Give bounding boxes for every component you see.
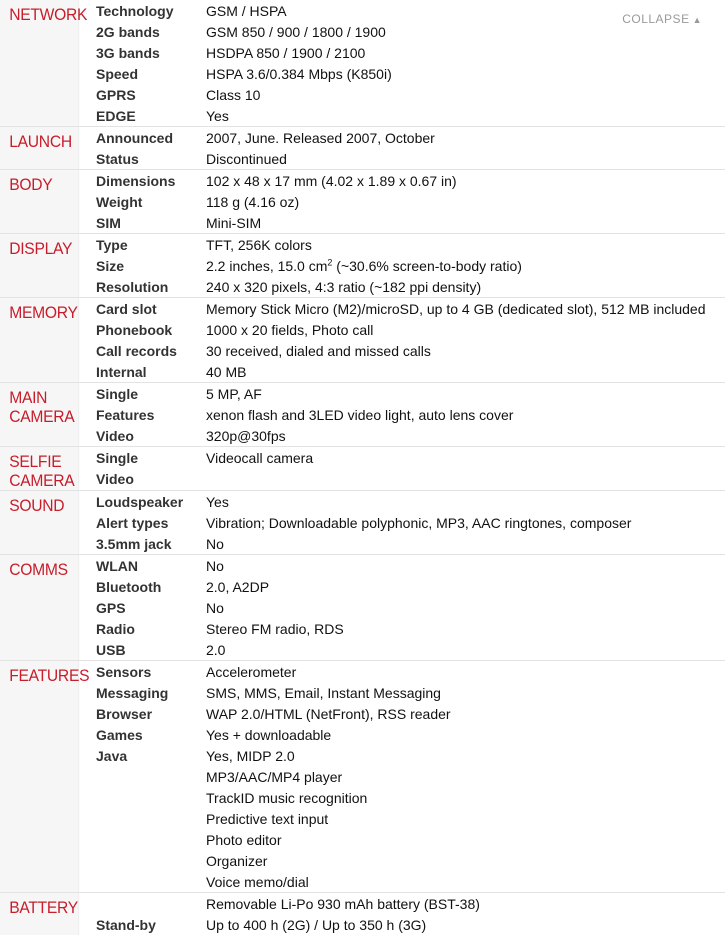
spec-section — [0, 446, 725, 490]
spec-label[interactable]: 3G bands — [96, 44, 160, 61]
spec-value-text: MP3/AAC/MP4 player — [206, 768, 343, 785]
section-rows — [86, 893, 725, 935]
spec-section — [0, 169, 725, 233]
spec-value — [206, 917, 725, 933]
spec-label[interactable]: Alert types — [96, 514, 169, 531]
spec-value — [206, 301, 725, 317]
spec-value-text: 40 MB — [206, 363, 247, 380]
spec-value-text: 2.0 — [206, 641, 226, 658]
spec-label[interactable]: Dimensions — [96, 172, 176, 189]
section-rows — [86, 447, 725, 490]
section-rows — [86, 298, 725, 382]
spec-value — [206, 87, 725, 103]
section-title-line: MEMORY — [9, 303, 78, 322]
spec-value-text: 2007, June. Released 2007, October — [206, 129, 435, 146]
section-title[interactable] — [0, 0, 88, 126]
spec-row — [86, 127, 725, 148]
spec-row — [86, 850, 725, 871]
spec-label[interactable]: USB — [96, 641, 126, 658]
spec-label[interactable]: Speed — [96, 65, 139, 82]
collapse-button[interactable] — [622, 12, 702, 26]
spec-row — [86, 597, 725, 618]
spec-label[interactable]: Messaging — [96, 684, 169, 701]
spec-value-text: WAP 2.0/HTML (NetFront), RSS reader — [206, 705, 451, 722]
spec-label[interactable]: Single — [96, 385, 139, 402]
spec-label[interactable]: Phonebook — [96, 321, 173, 338]
spec-value — [206, 322, 725, 338]
spec-value — [206, 66, 725, 82]
section-title-line: DISPLAY — [9, 239, 73, 258]
spec-value-text: Mini-SIM — [206, 214, 262, 231]
spec-value-text: No — [206, 599, 224, 616]
spec-value-text: 118 g (4.16 oz) — [206, 193, 300, 210]
section-title[interactable] — [0, 234, 79, 297]
section-title[interactable] — [0, 893, 79, 935]
spec-label[interactable]: Video — [96, 427, 134, 444]
spec-value-text: Class 10 — [206, 86, 261, 103]
spec-label[interactable]: Internal — [96, 363, 147, 380]
spec-value-text: Vibration; Downloadable polyphonic, MP3, AAC ringtones, composer — [206, 514, 632, 531]
spec-label[interactable]: Resolution — [96, 278, 169, 295]
spec-row — [86, 361, 725, 382]
spec-value — [206, 237, 725, 253]
spec-row — [86, 63, 725, 84]
spec-label[interactable]: GPRS — [96, 86, 136, 103]
spec-label[interactable]: Weight — [96, 193, 143, 210]
spec-row — [86, 276, 725, 297]
spec-value-text: Voice memo/dial — [206, 873, 309, 890]
spec-row — [86, 871, 725, 892]
spec-value-text: Yes — [206, 493, 229, 510]
spec-label[interactable]: Technology — [96, 2, 174, 19]
spec-section — [0, 554, 725, 660]
spec-label[interactable]: Sensors — [96, 663, 152, 680]
spec-value-text: 102 x 48 x 17 mm (4.02 x 1.89 x 0.67 in) — [206, 172, 457, 189]
spec-value-text: Yes + downloadable — [206, 726, 332, 743]
spec-label[interactable]: Features — [96, 406, 155, 423]
spec-value-text: Videocall camera — [206, 449, 314, 466]
spec-label[interactable]: SIM — [96, 214, 121, 231]
spec-value — [206, 832, 725, 848]
spec-label[interactable]: Games — [96, 726, 143, 743]
spec-section — [0, 126, 725, 169]
section-title-line: SOUND — [9, 496, 65, 515]
spec-value — [206, 664, 725, 680]
spec-value-text: No — [206, 557, 224, 574]
section-title[interactable] — [0, 661, 90, 892]
spec-row — [86, 255, 725, 276]
spec-row — [86, 724, 725, 745]
section-title-line: CAMERA — [9, 407, 75, 426]
spec-value-text: 240 x 320 pixels, 4:3 ratio (~182 ppi density) — [206, 278, 482, 295]
spec-row — [86, 661, 725, 682]
spec-row — [86, 787, 725, 808]
spec-row — [86, 533, 725, 554]
spec-value — [206, 407, 725, 423]
spec-value — [206, 621, 725, 637]
spec-value — [206, 108, 725, 124]
spec-label[interactable]: Radio — [96, 620, 135, 637]
spec-row — [86, 618, 725, 639]
spec-label[interactable]: Single — [96, 449, 139, 466]
spec-value-text: Removable Li-Po 930 mAh battery (BST-38) — [206, 895, 480, 912]
spec-value-text: 30 received, dialed and missed calls — [206, 342, 431, 359]
spec-value — [206, 790, 725, 806]
spec-value — [206, 494, 725, 510]
spec-row — [86, 745, 725, 766]
spec-row — [86, 105, 725, 126]
spec-value-text: 320p@30fps — [206, 427, 286, 444]
spec-section — [0, 297, 725, 382]
spec-label[interactable]: Call records — [96, 342, 177, 359]
spec-value — [206, 45, 725, 61]
section-title[interactable] — [0, 383, 79, 446]
section-title[interactable] — [0, 298, 79, 382]
spec-value-text: HSPA 3.6/0.384 Mbps (K850i) — [206, 65, 392, 82]
spec-label[interactable]: EDGE — [96, 107, 136, 124]
section-title-line: NETWORK — [9, 5, 88, 24]
spec-value-text: Yes — [206, 107, 229, 124]
section-title-line: COMMS — [9, 560, 68, 579]
section-title-line: LAUNCH — [9, 132, 72, 151]
spec-value — [206, 748, 725, 764]
spec-value-text: Stereo FM radio, RDS — [206, 620, 344, 637]
spec-label[interactable]: GPS — [96, 599, 126, 616]
spec-section — [0, 233, 725, 297]
spec-value — [206, 215, 725, 231]
spec-value-text: GSM 850 / 900 / 1800 / 1900 — [206, 23, 386, 40]
spec-row — [86, 829, 725, 850]
spec-row — [86, 639, 725, 660]
spec-value — [206, 706, 725, 722]
spec-value — [206, 536, 725, 552]
spec-value-text: Yes, MIDP 2.0 — [206, 747, 295, 764]
spec-row — [86, 576, 725, 597]
section-rows — [86, 661, 725, 892]
spec-label[interactable]: Java — [96, 747, 128, 764]
spec-row — [86, 682, 725, 703]
spec-value-text: TFT, 256K colors — [206, 236, 312, 253]
spec-row — [86, 319, 725, 340]
spec-value — [206, 558, 725, 574]
collapse-label: COLLAPSE — [622, 12, 690, 26]
spec-value — [206, 194, 725, 210]
section-title-line: CAMERA — [9, 471, 75, 490]
spec-row — [86, 212, 725, 233]
spec-value — [206, 515, 725, 531]
section-rows — [86, 555, 725, 660]
spec-value — [206, 685, 725, 701]
spec-section — [0, 0, 725, 126]
section-rows — [86, 170, 725, 233]
collapse-triangle-icon: ▲ — [692, 15, 702, 25]
spec-value — [206, 642, 725, 658]
spec-section — [0, 382, 725, 446]
spec-value-text: TrackID music recognition — [206, 789, 368, 806]
spec-value-superscript: 2 — [327, 256, 333, 267]
spec-value-text: xenon flash and 3LED video light, auto lens cover — [206, 406, 514, 423]
spec-label[interactable]: Bluetooth — [96, 578, 162, 595]
spec-row — [86, 914, 725, 935]
spec-value-text: Predictive text input — [206, 810, 329, 827]
spec-value — [206, 811, 725, 827]
spec-label[interactable]: 3.5mm jack — [96, 535, 172, 552]
spec-value — [206, 853, 725, 869]
spec-row — [86, 808, 725, 829]
spec-value — [206, 896, 725, 912]
spec-row — [86, 447, 725, 468]
spec-section — [0, 490, 725, 554]
section-title-line: MAIN — [9, 388, 48, 407]
spec-value — [206, 279, 725, 295]
spec-row — [86, 234, 725, 255]
spec-label[interactable]: Announced — [96, 129, 173, 146]
spec-value-text: HSDPA 850 / 1900 / 2100 — [206, 44, 366, 61]
spec-value-text: Photo editor — [206, 831, 282, 848]
spec-section — [0, 892, 725, 935]
spec-label[interactable]: Loudspeaker — [96, 493, 184, 510]
section-rows — [86, 491, 725, 554]
section-title-line: FEATURES — [9, 666, 90, 685]
spec-value-text: Discontinued — [206, 150, 287, 167]
spec-value-text: No — [206, 535, 224, 552]
spec-value — [206, 173, 725, 189]
spec-row — [86, 340, 725, 361]
spec-value-text: 5 MP, AF — [206, 385, 262, 402]
spec-value — [206, 151, 725, 167]
section-title[interactable] — [0, 491, 79, 554]
spec-row — [86, 170, 725, 191]
spec-value-text: 2.0, A2DP — [206, 578, 270, 595]
spec-value — [206, 769, 725, 785]
spec-value — [206, 579, 725, 595]
spec-row — [86, 42, 725, 63]
spec-value — [206, 874, 725, 890]
spec-section — [0, 660, 725, 892]
spec-row — [86, 703, 725, 724]
spec-row — [86, 404, 725, 425]
spec-row — [86, 893, 725, 914]
section-title[interactable] — [0, 447, 79, 490]
spec-value-text: Organizer — [206, 852, 268, 869]
spec-value-text: 1000 x 20 fields, Photo call — [206, 321, 374, 338]
spec-value-text: Up to 400 h (2G) / Up to 350 h (3G) — [206, 916, 427, 933]
spec-row — [86, 491, 725, 512]
spec-row — [86, 191, 725, 212]
section-rows — [86, 234, 725, 297]
spec-label[interactable]: Status — [96, 150, 139, 167]
spec-value — [206, 386, 725, 402]
section-rows — [86, 127, 725, 169]
spec-value — [206, 343, 725, 359]
spec-value — [206, 364, 725, 380]
section-rows — [86, 383, 725, 446]
spec-value — [206, 258, 725, 274]
spec-label[interactable]: Card slot — [96, 300, 157, 317]
spec-row — [86, 84, 725, 105]
spec-value — [206, 428, 725, 444]
section-title[interactable] — [0, 170, 79, 233]
section-title-line: SELFIE — [9, 452, 62, 471]
spec-row — [86, 298, 725, 319]
spec-label[interactable]: Size — [96, 257, 125, 274]
spec-row — [86, 148, 725, 169]
section-title-line: BATTERY — [9, 898, 78, 917]
spec-value-text-cont: (~30.6% screen-to-body ratio) — [332, 257, 522, 274]
spec-value — [206, 727, 725, 743]
spec-value-text: Accelerometer — [206, 663, 297, 680]
spec-label[interactable]: Type — [96, 236, 128, 253]
spec-label[interactable]: WLAN — [96, 557, 138, 574]
spec-value — [206, 130, 725, 146]
section-title[interactable] — [0, 555, 79, 660]
spec-value — [206, 600, 725, 616]
spec-value — [206, 450, 725, 466]
spec-label[interactable]: Stand-by — [96, 916, 156, 933]
spec-label[interactable]: Video — [96, 470, 134, 487]
spec-row — [86, 512, 725, 533]
spec-value-text: Memory Stick Micro (M2)/microSD, up to 4 GB (dedicated slot), 512 MB included — [206, 300, 706, 317]
spec-row — [86, 766, 725, 787]
section-title[interactable] — [0, 127, 79, 169]
spec-value-text: GSM / HSPA — [206, 2, 287, 19]
spec-value-text: 2.2 inches, 15.0 cm — [206, 257, 328, 274]
spec-row — [86, 383, 725, 404]
section-title-line: BODY — [9, 175, 53, 194]
spec-row — [86, 468, 725, 489]
spec-value-text: SMS, MMS, Email, Instant Messaging — [206, 684, 441, 701]
spec-row — [86, 555, 725, 576]
spec-label[interactable]: 2G bands — [96, 23, 160, 40]
spec-row — [86, 425, 725, 446]
spec-label[interactable]: Browser — [96, 705, 153, 722]
